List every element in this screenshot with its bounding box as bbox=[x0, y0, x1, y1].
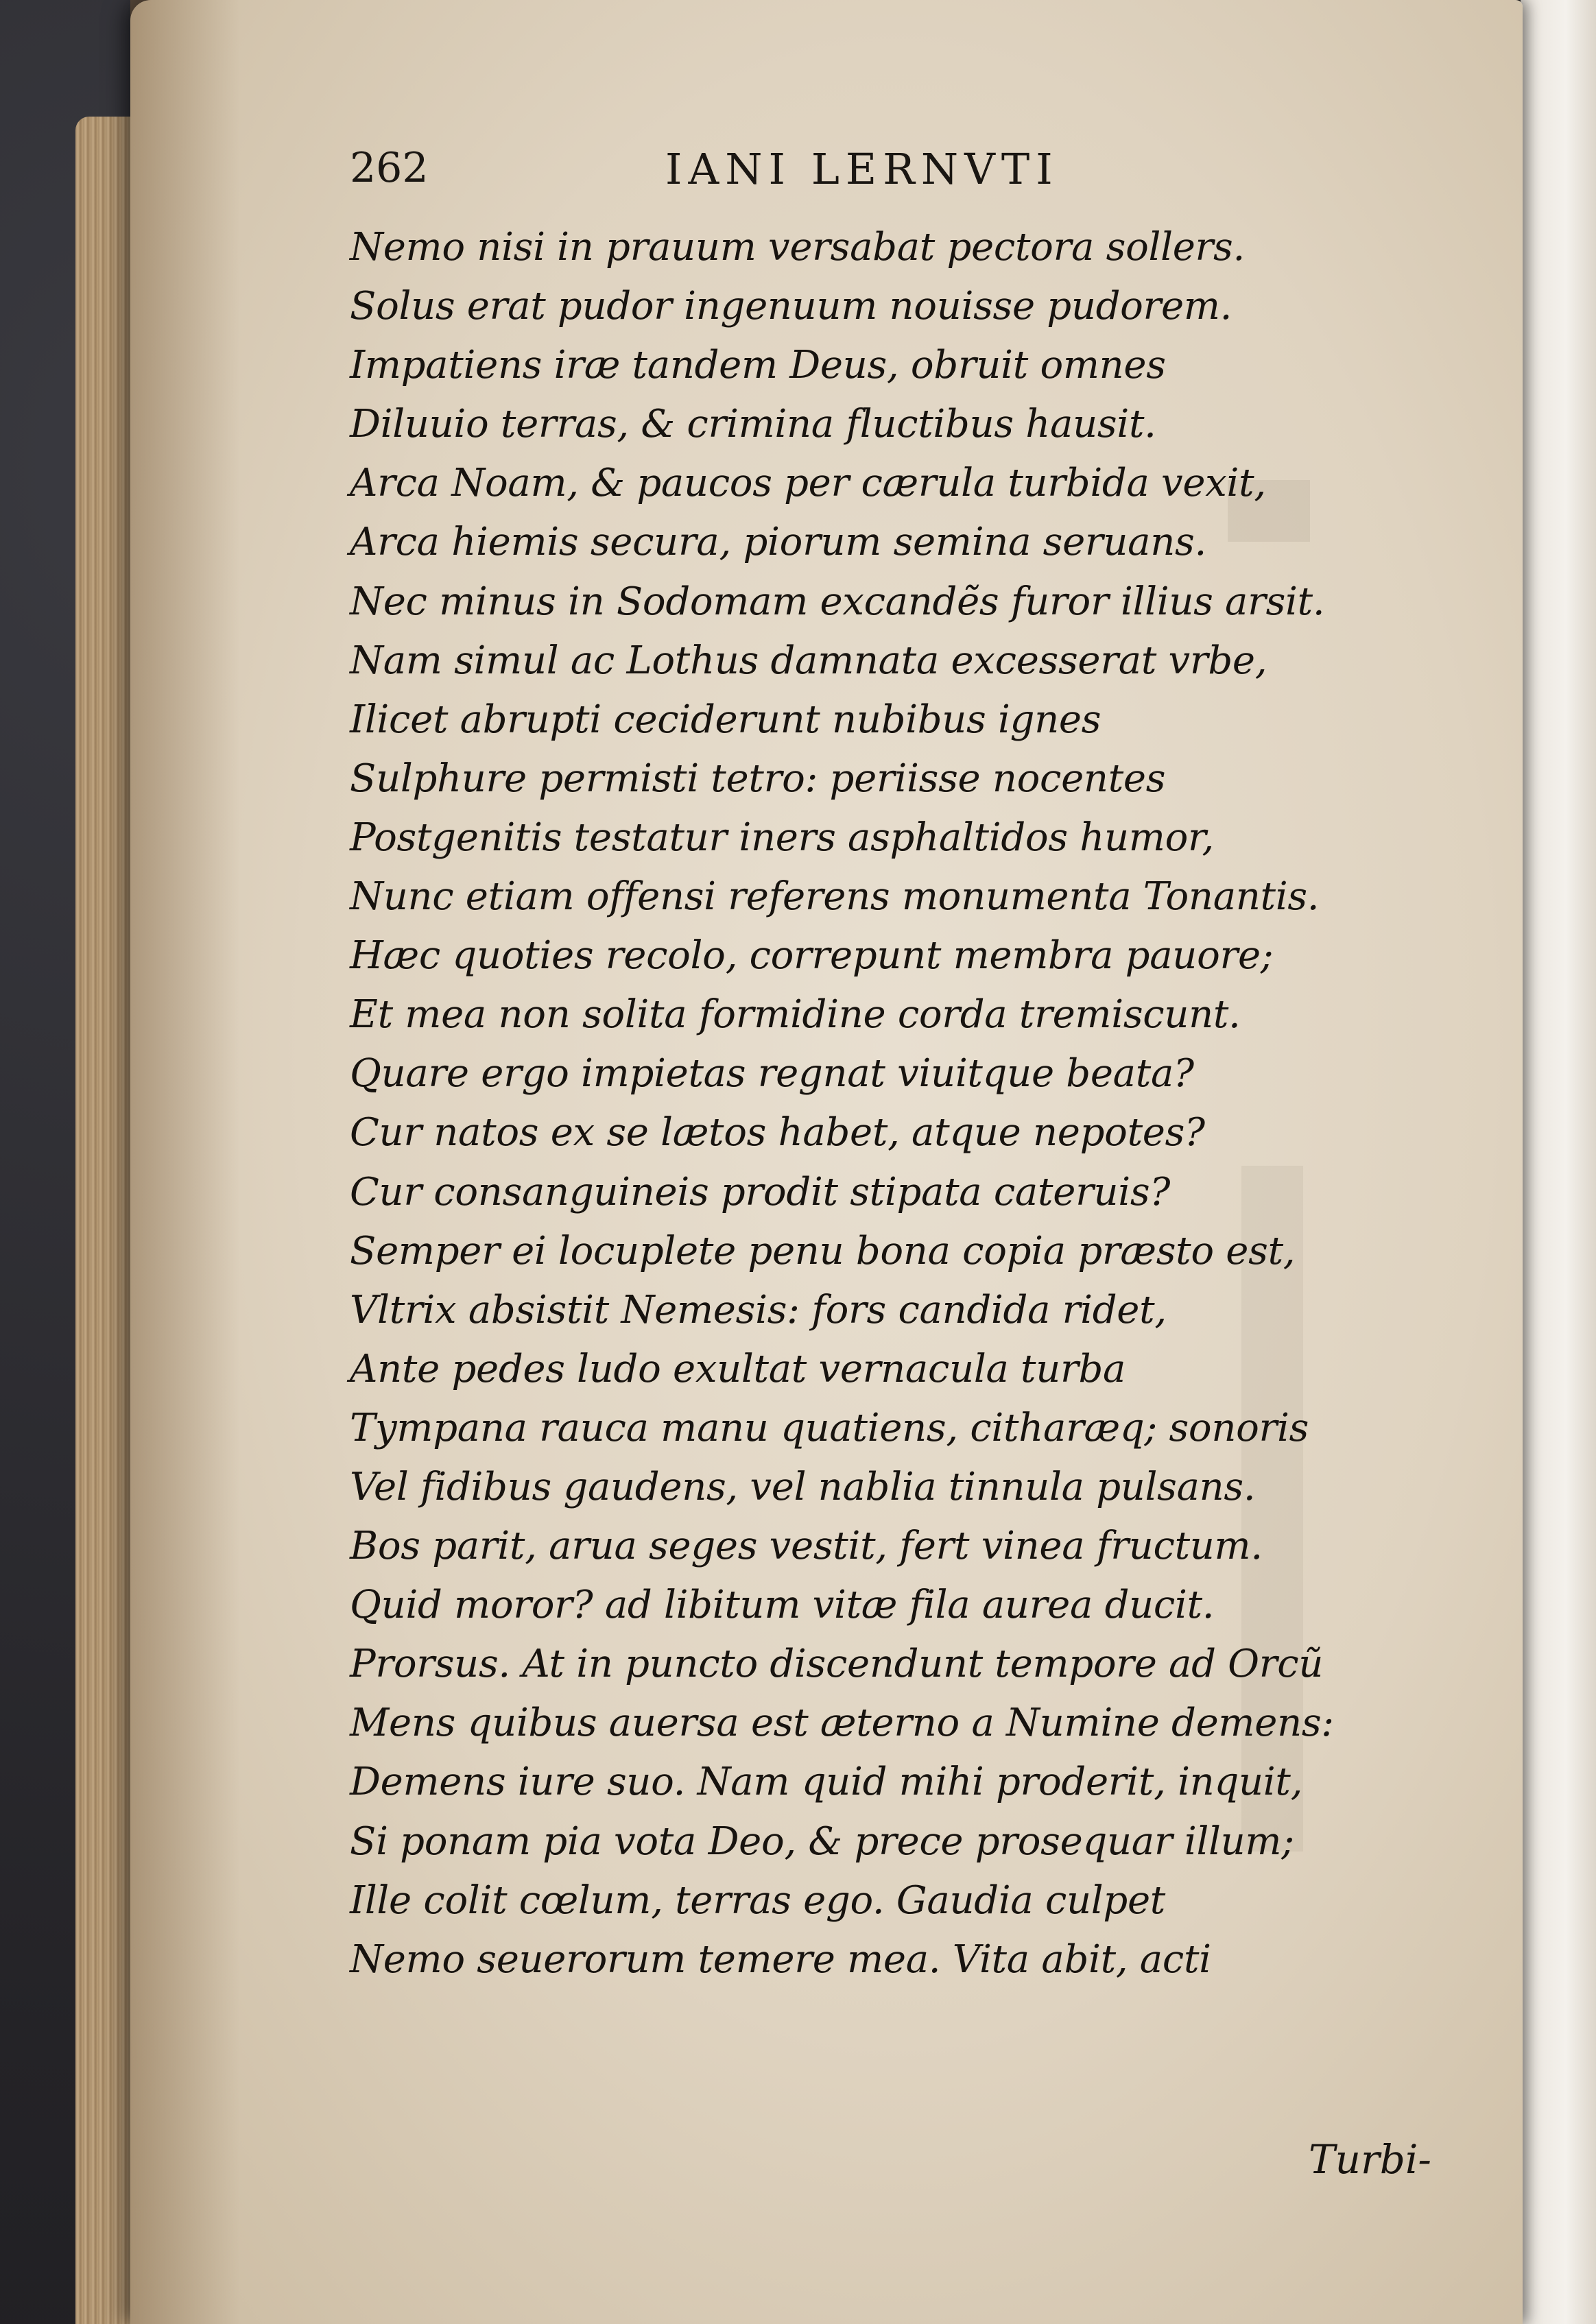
verse-line: Tympana rauca manu quatiens, citharæq; sonoris bbox=[350, 1405, 1309, 1450]
verse-text-block bbox=[350, 218, 1440, 1989]
verse-line: Demens iure suo. Nam quid mihi proderit, inquit, bbox=[350, 1760, 1303, 1805]
verse-line: Postgenitis testatur iners asphaltidos humor, bbox=[350, 815, 1214, 860]
verse-line: Nemo seuerorum temere mea. Vita abit, acti bbox=[350, 1937, 1211, 1982]
verse-line: Prorsus. At in puncto discendunt tempore ad Orcũ bbox=[350, 1642, 1324, 1687]
running-head: IANI LERNVTI bbox=[665, 144, 1059, 194]
verse-line: Arca Noam, & paucos per cærula turbida vexit, bbox=[350, 461, 1266, 506]
verse-line: Nemo nisi in prauum versabat pectora sollers. bbox=[350, 225, 1245, 269]
page-number: 262 bbox=[350, 144, 429, 192]
catchword: Turbi- bbox=[1308, 2136, 1431, 2183]
verse-line: Ilicet abrupti ceciderunt nubibus ignes bbox=[350, 697, 1101, 742]
verse-line: Quid moror? ad libitum vitæ fila aurea ducit. bbox=[350, 1583, 1215, 1628]
verse-line: Et mea non solita formidine corda tremiscunt. bbox=[350, 992, 1241, 1038]
verse-line: Quare ergo impietas regnat viuitque beata? bbox=[350, 1051, 1194, 1097]
verse-line: Impatiens iræ tandem Deus, obruit omnes bbox=[350, 343, 1166, 388]
verse-line: Nam simul ac Lothus damnata excesserat vrbe, bbox=[350, 638, 1267, 683]
verse-line: Vel fidibus gaudens, vel nablia tinnula pulsans. bbox=[350, 1464, 1256, 1509]
verse-line: Ille colit cœlum, terras ego. Gaudia culpet bbox=[350, 1878, 1165, 1923]
verse-line: Nunc etiam offensi referens monumenta Tonantis. bbox=[350, 874, 1320, 920]
verse-line: Cur natos ex se lætos habet, atque nepotes? bbox=[350, 1110, 1205, 1155]
verse-line: Hæc quoties recolo, correpunt membra pauore; bbox=[350, 933, 1274, 979]
verse-line: Solus erat pudor ingenuum nouisse pudorem. bbox=[350, 284, 1232, 329]
verse-line: Arca hiemis secura, piorum semina seruans. bbox=[350, 520, 1206, 565]
verse-line: Ante pedes ludo exultat vernacula turba bbox=[350, 1346, 1126, 1391]
verse-line: Vltrix absistit Nemesis: fors candida ridet, bbox=[350, 1287, 1167, 1332]
verse-line: Cur consanguineis prodit stipata cateruis? bbox=[350, 1169, 1171, 1214]
verse-line: Mens quibus auersa est æterno a Numine demens: bbox=[350, 1701, 1334, 1746]
verse-line: Si ponam pia vota Deo, & prece prosequar illum; bbox=[350, 1819, 1294, 1864]
page-header bbox=[350, 144, 1461, 206]
facing-page-edge bbox=[1521, 0, 1596, 2324]
verse-line: Bos parit, arua seges vestit, fert vinea fructum. bbox=[350, 1524, 1263, 1569]
verse-line: Diluuio terras, & crimina fluctibus hausit. bbox=[350, 402, 1156, 447]
verse-line: Sulphure permisti tetro: periisse nocentes bbox=[350, 756, 1166, 801]
verse-line: Nec minus in Sodomam excandẽs furor illius arsit. bbox=[350, 579, 1325, 624]
verse-line: Semper ei locuplete penu bona copia præsto est, bbox=[350, 1228, 1296, 1273]
